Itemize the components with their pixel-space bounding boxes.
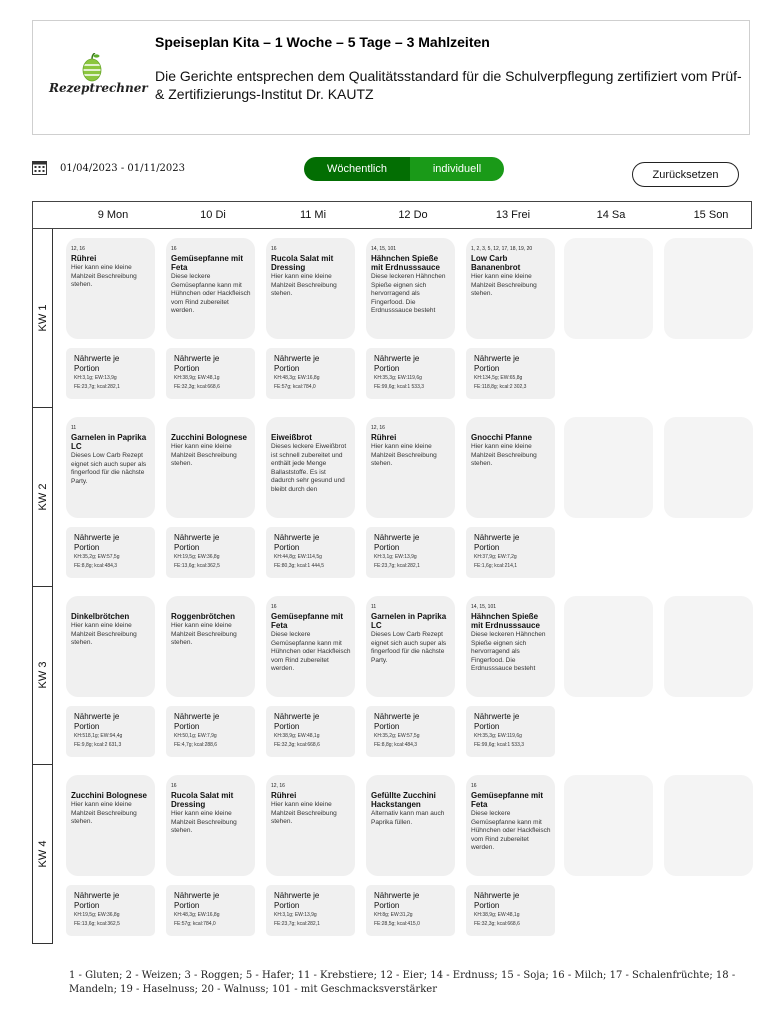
meal-card[interactable]	[66, 775, 155, 876]
nutrition-values: FE:57g; kcal:784,0	[274, 384, 316, 390]
nutrition-card[interactable]	[366, 706, 455, 757]
toggle-individual[interactable]: individuell	[410, 157, 504, 181]
nutrition-title: Nährwerte je Portion	[474, 712, 520, 731]
meal-card[interactable]	[466, 238, 555, 339]
nutrition-values: KH:35,2g; EW:57,5g	[74, 554, 120, 560]
meal-name: Garnelen in Paprika LC	[371, 612, 447, 630]
meal-plan-grid	[32, 201, 752, 944]
meal-name: Low Carb Bananenbrot	[471, 254, 521, 272]
meal-allergens: 12, 16	[71, 246, 85, 252]
meal-allergens	[171, 604, 251, 611]
nutrition-title: Nährwerte je Portion	[374, 712, 420, 731]
meal-card[interactable]	[266, 417, 355, 518]
meal-description: Dieses Low Carb Rezept eignet sich auch super als fingerfood für die nächste Party.	[371, 631, 447, 664]
nutrition-values: FE:99,6g; kcal:1 533,3	[374, 384, 425, 390]
nutrition-values: FE:8,8g; kcal:484,3	[374, 742, 418, 748]
meal-description: Hier kann eine kleine Mahlzeit Beschreibung stehen.	[71, 264, 137, 288]
meal-description: Hier kann eine kleine Mahlzeit Beschreibung stehen.	[171, 443, 237, 467]
meal-description: Diese leckeren Hähnchen Spieße eignen sich hervorragend als Fingerfood. Die Erdnusssauce besteht	[471, 631, 546, 672]
meal-description: Alternativ kann man auch Paprika füllen.	[371, 810, 445, 826]
day-header-row	[32, 201, 752, 229]
nutrition-values: FE:13,6g; kcal:362,5	[74, 921, 120, 927]
nutrition-values: FE:28,5g; kcal:415,0	[374, 921, 420, 927]
nutrition-title: Nährwerte je Portion	[374, 533, 420, 552]
meal-allergens: 1, 2, 3, 5, 12, 17, 18, 19, 20	[471, 246, 533, 252]
allergen-legend: 1 - Gluten; 2 - Weizen; 3 - Roggen; 5 - Hafer; 11 - Krebstiere; 12 - Eier; 14 - Erdnuss; 15 - Soja; 16 - Milch; 17 - Schalenfrüchte; 18 - Mandeln; 19 - Haselnuss; 20 - Walnuss; 101 - mit Geschmacksverstärker	[69, 970, 736, 995]
empty-meal-slot[interactable]	[664, 775, 753, 876]
nutrition-card[interactable]	[466, 706, 555, 757]
nutrition-card[interactable]	[266, 706, 355, 757]
meal-card[interactable]	[366, 417, 455, 518]
empty-meal-slot[interactable]	[564, 238, 653, 339]
nutrition-values: KH:38,9g; EW:48,1g	[474, 912, 520, 918]
nutrition-card[interactable]	[166, 885, 255, 936]
nutrition-values: FE:80,3g; kcal:1 444,5	[274, 563, 325, 569]
empty-meal-slot[interactable]	[664, 596, 753, 697]
nutrition-title: Nährwerte je Portion	[474, 533, 520, 552]
nutrition-values: FE:23,7g; kcal:282,1	[74, 384, 120, 390]
nutrition-card[interactable]	[366, 527, 455, 578]
nutrition-card[interactable]	[166, 348, 255, 399]
nutrition-values: KH:50,1g; EW:7,9g	[174, 733, 217, 739]
meal-allergens: 12, 16	[271, 783, 285, 789]
date-range[interactable]: 01/04/2023 - 01/11/2023	[60, 163, 186, 174]
meal-description: Hier kann eine kleine Mahlzeit Beschreibung stehen.	[371, 443, 437, 467]
nutrition-title: Nährwerte je Portion	[274, 891, 320, 910]
week-label: KW 4	[37, 840, 49, 868]
meal-card[interactable]	[66, 596, 155, 697]
nutrition-values: KH:48,3g; EW:16,8g	[274, 375, 320, 381]
week-label: KW 1	[37, 304, 49, 332]
day-label: 13 Frei	[495, 209, 531, 221]
meal-allergens: 16	[171, 783, 177, 789]
nutrition-values: KH:19,5g; EW:36,8g	[174, 554, 220, 560]
empty-meal-slot[interactable]	[564, 596, 653, 697]
nutrition-card[interactable]	[266, 348, 355, 399]
meal-name: Gemüsepfanne mit Feta	[471, 791, 544, 809]
nutrition-card[interactable]	[266, 527, 355, 578]
meal-name: Gnocchi Pfanne	[471, 433, 532, 442]
nutrition-values: KH:38,9g; EW:48,1g	[274, 733, 320, 739]
meal-name: Gemüsepfanne mit Feta	[271, 612, 344, 630]
meal-allergens: 16	[171, 246, 177, 252]
meal-allergens	[71, 604, 151, 611]
nutrition-values: FE:57g; kcal:784,0	[174, 921, 216, 927]
nutrition-title: Nährwerte je Portion	[274, 712, 320, 731]
day-label: 12 Do	[398, 209, 428, 221]
meal-allergens	[71, 783, 151, 790]
meal-allergens	[371, 783, 451, 790]
day-label: 14 Sa	[596, 209, 626, 221]
day-label: 10 Di	[200, 209, 226, 221]
meal-allergens: 16	[471, 783, 477, 789]
meal-allergens: 16	[271, 604, 277, 610]
day-label: 15 Son	[693, 209, 729, 221]
nutrition-title: Nährwerte je Portion	[474, 891, 520, 910]
meal-allergens	[271, 425, 351, 432]
nutrition-values: FE:9,8g; kcal:2 631,3	[74, 742, 122, 748]
meal-name: Rucola Salat mit Dressing	[271, 254, 334, 272]
day-label: 11 Mi	[299, 209, 327, 221]
meal-allergens: 11	[371, 604, 377, 610]
meal-card[interactable]	[166, 417, 255, 518]
meal-card[interactable]	[266, 775, 355, 876]
meal-name: Eiweißbrot	[271, 433, 312, 442]
meal-description: Diese leckere Gemüsepfanne kann mit Hühnchen oder Hackfleisch vom Rind zubereitet werden.	[271, 631, 351, 672]
nutrition-card[interactable]	[266, 885, 355, 936]
meal-name: Dinkelbrötchen	[71, 612, 130, 621]
meal-name: Zucchini Bolognese	[71, 791, 148, 800]
nutrition-card[interactable]	[466, 885, 555, 936]
nutrition-values: KH:8g; EW:31,2g	[374, 912, 413, 918]
meal-allergens	[171, 425, 251, 432]
meal-name: Gemüsepfanne mit Feta	[171, 254, 244, 272]
nutrition-values: KH:518,1g; EW:94,4g	[74, 733, 123, 739]
empty-meal-slot[interactable]	[664, 238, 753, 339]
nutrition-title: Nährwerte je Portion	[174, 533, 220, 552]
nutrition-values: KH:38,9g; EW:48,1g	[174, 375, 220, 381]
meal-description: Hier kann eine kleine Mahlzeit Beschreibung stehen.	[171, 622, 237, 646]
nutrition-values: FE:32,3g; kcal:668,6	[174, 384, 220, 390]
meal-description: Hier kann eine kleine Mahlzeit Beschreibung stehen.	[71, 801, 137, 825]
nutrition-values: KH:3,1g; EW:13,9g	[374, 554, 417, 560]
meal-description: Hier kann eine kleine Mahlzeit Beschreibung stehen.	[171, 810, 237, 834]
nutrition-card[interactable]	[466, 348, 555, 399]
meal-card[interactable]	[66, 417, 155, 518]
nutrition-values: FE:8,8g; kcal:484,3	[74, 563, 118, 569]
nutrition-title: Nährwerte je Portion	[374, 891, 420, 910]
week-cell	[33, 587, 53, 766]
meal-name: Rührei	[71, 254, 97, 263]
nutrition-title: Nährwerte je Portion	[374, 354, 420, 373]
nutrition-values: KH:134,5g; EW:65,8g	[474, 375, 523, 381]
nutrition-values: FE:4,7g; kcal:288,6	[174, 742, 218, 748]
nutrition-values: FE:32,3g; kcal:668,6	[474, 921, 520, 927]
reset-button[interactable]: Zurücksetzen	[632, 162, 739, 187]
nutrition-values: KH:35,3g; EW:119,6g	[374, 375, 422, 381]
meal-card[interactable]	[366, 596, 455, 697]
meal-allergens: 14, 15, 101	[371, 246, 397, 252]
meal-card[interactable]	[166, 775, 255, 876]
meal-name: Roggenbrötchen	[171, 612, 235, 621]
meal-name: Rührei	[371, 433, 397, 442]
meal-name: Garnelen in Paprika LC	[71, 433, 147, 451]
day-label: 9 Mon	[97, 209, 129, 221]
nutrition-values: KH:19,5g; EW:36,8g	[74, 912, 120, 918]
nutrition-card[interactable]	[366, 348, 455, 399]
meal-card[interactable]	[266, 238, 355, 339]
week-label: KW 2	[37, 483, 49, 511]
nutrition-title: Nährwerte je Portion	[174, 354, 220, 373]
nutrition-title: Nährwerte je Portion	[74, 533, 120, 552]
meal-card[interactable]	[66, 238, 155, 339]
nutrition-values: KH:35,3g; EW:119,6g	[474, 733, 522, 739]
meal-description: Diese leckeren Hähnchen Spieße eignen sich hervorragend als Fingerfood. Die Erdnusssauce besteht	[371, 273, 446, 314]
nutrition-title: Nährwerte je Portion	[474, 354, 520, 373]
meal-description: Dieses Low Carb Rezept eignet sich auch super als fingerfood für die nächste Party.	[71, 452, 147, 485]
toggle-weekly[interactable]: Wöchentlich	[304, 157, 410, 181]
nutrition-card[interactable]	[66, 885, 155, 936]
meal-allergens	[471, 425, 551, 432]
meal-name: Rührei	[271, 791, 297, 800]
nutrition-title: Nährwerte je Portion	[74, 891, 120, 910]
meal-description: Hier kann eine kleine Mahlzeit Beschreibung stehen.	[471, 273, 537, 297]
meal-allergens: 12, 16	[371, 425, 385, 431]
nutrition-values: KH:3,1g; EW:13,9g	[274, 912, 317, 918]
nutrition-card[interactable]	[466, 527, 555, 578]
nutrition-values: FE:23,7g; kcal:282,1	[274, 921, 320, 927]
meal-name: Hähnchen Spieße mit Erdnusssauce	[371, 254, 440, 272]
nutrition-title: Nährwerte je Portion	[174, 712, 220, 731]
meal-card[interactable]	[266, 596, 355, 697]
nutrition-values: FE:99,6g; kcal:1 533,3	[474, 742, 525, 748]
meal-card[interactable]	[466, 417, 555, 518]
meal-description: Hier kann eine kleine Mahlzeit Beschreibung stehen.	[271, 801, 337, 825]
meal-description: Hier kann eine kleine Mahlzeit Beschreibung stehen.	[471, 443, 537, 467]
meal-allergens: 11	[71, 425, 77, 431]
empty-meal-slot[interactable]	[664, 417, 753, 518]
meal-description: Hier kann eine kleine Mahlzeit Beschreibung stehen.	[271, 273, 337, 297]
meal-card[interactable]	[366, 238, 455, 339]
week-cell	[33, 229, 53, 408]
meal-allergens: 16	[271, 246, 277, 252]
nutrition-values: FE:23,7g; kcal:282,1	[374, 563, 420, 569]
meal-allergens: 14, 15, 101	[471, 604, 497, 610]
logo-text: Rezeptrechner	[49, 81, 148, 95]
meal-card[interactable]	[466, 775, 555, 876]
meal-name: Zucchini Bolognese	[171, 433, 248, 442]
meal-description: Diese leckere Gemüsepfanne kann mit Hühnchen oder Hackfleisch vom Rind zubereitet werden.	[171, 273, 251, 314]
apple-logo-icon	[81, 53, 103, 83]
nutrition-values: KH:35,2g; EW:57,5g	[374, 733, 420, 739]
nutrition-title: Nährwerte je Portion	[74, 712, 120, 731]
week-column	[32, 229, 53, 944]
empty-meal-slot[interactable]	[564, 417, 653, 518]
week-cell	[33, 408, 53, 587]
nutrition-values: KH:48,3g; EW:16,8g	[174, 912, 220, 918]
meal-name: Hähnchen Spieße mit Erdnusssauce	[471, 612, 540, 630]
nutrition-title: Nährwerte je Portion	[74, 354, 120, 373]
nutrition-title: Nährwerte je Portion	[174, 891, 220, 910]
nutrition-card[interactable]	[166, 706, 255, 757]
page-title: Speiseplan Kita – 1 Woche – 5 Tage – 3 Mahlzeiten	[155, 34, 490, 50]
nutrition-card[interactable]	[66, 706, 155, 757]
meal-name: Rucola Salat mit Dressing	[171, 791, 234, 809]
nutrition-card[interactable]	[66, 527, 155, 578]
meal-description: Diese leckere Gemüsepfanne kann mit Hühnchen oder Hackfleisch vom Rind zubereitet werden.	[471, 810, 551, 851]
meal-card[interactable]	[166, 238, 255, 339]
meal-card[interactable]	[166, 596, 255, 697]
nutrition-values: FE:118,8g; kcal:2 302,3	[474, 384, 527, 390]
nutrition-title: Nährwerte je Portion	[274, 533, 320, 552]
nutrition-values: KH:37,9g; EW:7,2g	[474, 554, 517, 560]
meal-description: Hier kann eine kleine Mahlzeit Beschreibung stehen.	[71, 622, 137, 646]
meal-name: Gefüllte Zucchini Hackstangen	[371, 791, 436, 809]
week-cell	[33, 765, 53, 944]
nutrition-values: KH:44,8g; EW:114,5g	[274, 554, 322, 560]
meal-card[interactable]	[366, 775, 455, 876]
nutrition-card[interactable]	[66, 348, 155, 399]
rezeptrechner-logo	[49, 53, 148, 103]
view-toggle	[304, 157, 504, 181]
nutrition-values: KH:3,1g; EW:13,9g	[74, 375, 117, 381]
calendar-icon[interactable]	[32, 160, 47, 175]
meal-description: Dieses leckere Eiweißbrot ist schnell zubereitet und enthält jede Menge Ballaststoffe. Es ist dadurch sehr gesund und bleibt durch den	[271, 443, 347, 493]
nutrition-title: Nährwerte je Portion	[274, 354, 320, 373]
nutrition-card[interactable]	[366, 885, 455, 936]
nutrition-values: FE:1,6g; kcal:214,1	[474, 563, 518, 569]
nutrition-values: FE:32,3g; kcal:668,6	[274, 742, 320, 748]
nutrition-card[interactable]	[166, 527, 255, 578]
header-panel	[32, 20, 750, 135]
meal-card[interactable]	[466, 596, 555, 697]
nutrition-values: FE:13,6g; kcal:362,5	[174, 563, 220, 569]
page-description: Die Gerichte entsprechen dem Qualitätsstandard für die Schulverpflegung zertifiziert vom Prüf- & Zertifizierungs-Institut Dr. KAUTZ	[155, 68, 742, 102]
empty-meal-slot[interactable]	[564, 775, 653, 876]
week-label: KW 3	[37, 661, 49, 689]
